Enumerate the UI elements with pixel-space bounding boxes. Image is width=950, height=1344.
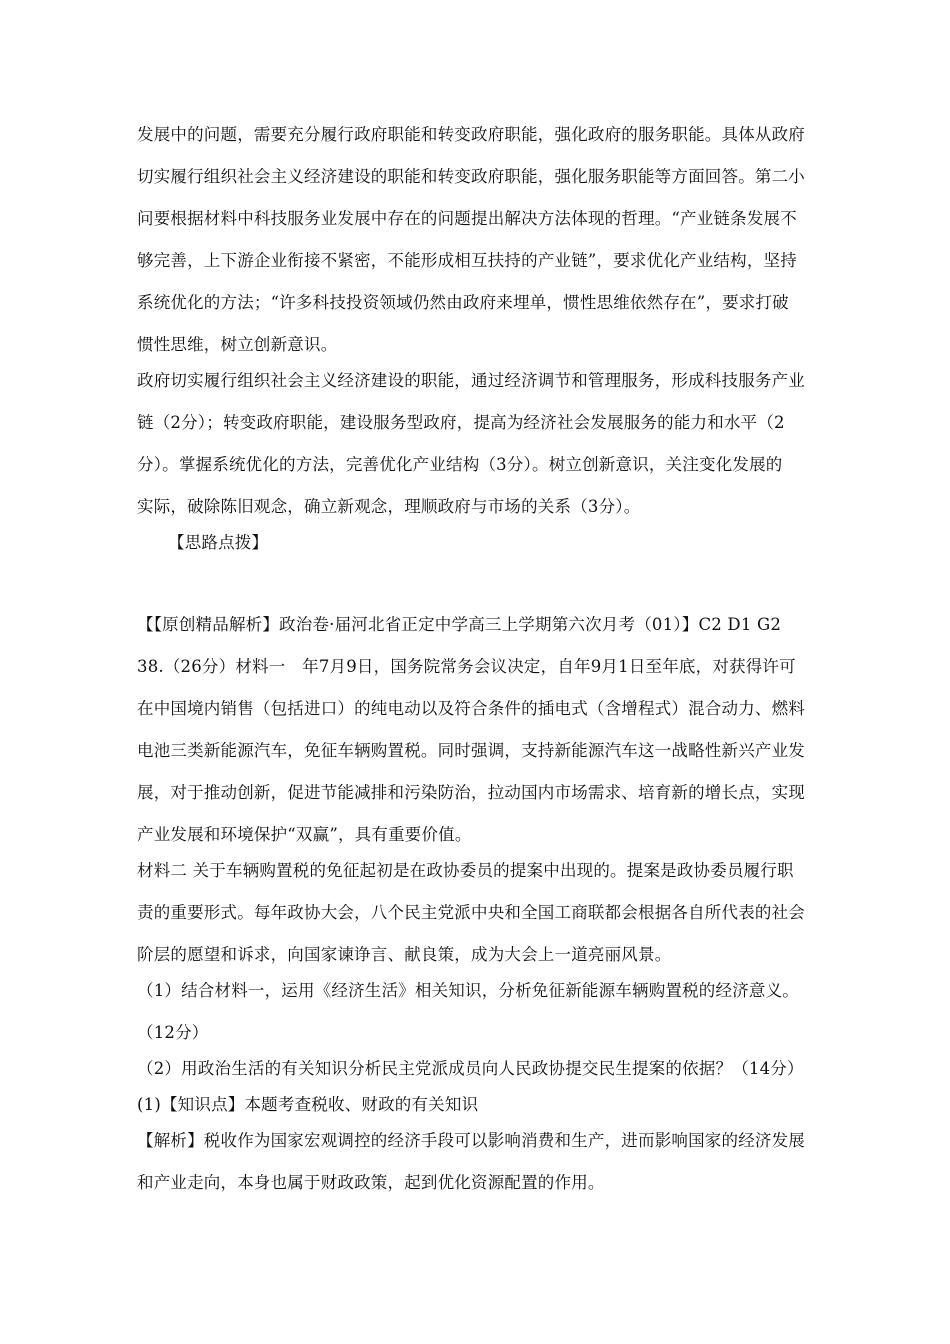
- sub-question-1-score: （12分）: [137, 1023, 209, 1042]
- tip-heading: 【思路点拨】: [168, 533, 269, 552]
- body-text-line: 够完善，上下游企业衔接不紧密，不能形成相互扶持的产业链”，要求优化产业结构，坚持: [137, 251, 797, 270]
- question-source-line: 【【原创精品解析】政治卷·届河北省正定中学高三上学期第六次月考（01）】C2 D1 G2: [137, 615, 782, 634]
- body-text-line: 惯性思维，树立创新意识。: [137, 335, 338, 354]
- answer-text-line: 政府切实履行组织社会主义经济建设的职能，通过经济调节和管理服务，形成科技服务产业: [137, 371, 805, 390]
- answer-text-line: 分）。掌握系统优化的方法，完善优化产业结构（3分）。树立创新意识，关注变化发展的: [137, 455, 783, 474]
- material2-line: 责的重要形式。每年政协大会，八个民主党派中央和全国工商联都会根据各自所代表的社会: [137, 903, 805, 922]
- body-text-line: 发展中的问题，需要充分履行政府职能和转变政府职能，强化政府的服务职能。具体从政府: [137, 125, 805, 144]
- sub-question-1: （1）结合材料一，运用《经济生活》相关知识，分析免征新能源车辆购置税的经济意义。: [137, 981, 799, 1000]
- material1-line: 展，对于推动创新，促进节能减排和污染防治，拉动国内市场需求、培育新的增长点，实现: [137, 783, 805, 802]
- body-text-line: 系统优化的方法；“许多科技投资领域仍然由政府来埋单，惯性思维依然存在”，要求打破: [137, 293, 789, 312]
- body-text-line: 切实履行组织社会主义经济建设的职能和转变政府职能，强化服务职能等方面回答。第二小: [137, 167, 805, 186]
- analysis-line: 【解析】税收作为国家宏观调控的经济手段可以影响消费和生产，进而影响国家的经济发展: [137, 1131, 805, 1150]
- answer-text-line: 链（2分）；转变政府职能，建设服务型政府，提高为经济社会发展服务的能力和水平（2: [137, 413, 785, 432]
- material1-line: 电池三类新能源汽车，免征车辆购置税。同时强调，支持新能源汽车这一战略性新兴产业发: [137, 741, 805, 760]
- knowledge-point-line: (1)【知识点】本题考查税收、财政的有关知识: [137, 1095, 479, 1114]
- sub-question-2: （2）用政治生活的有关知识分析民主党派成员向人民政协提交民生提案的依据？（14分）: [137, 1059, 804, 1078]
- answer-text-line: 实际，破除陈旧观念，确立新观念，理顺政府与市场的关系（3分）。: [137, 497, 641, 516]
- body-text-line: 问要根据材料中科技服务业发展中存在的问题提出解决方法体现的哲理。“产业链条发展不: [137, 209, 797, 228]
- material1-line: 产业发展和环境保护“双赢”，具有重要价值。: [137, 825, 472, 844]
- analysis-line: 和产业走向，本身也属于财政政策，起到优化资源配置的作用。: [137, 1173, 605, 1192]
- material2-line: 阶层的愿望和诉求，向国家谏诤言、献良策，成为大会上一道亮丽风景。: [137, 945, 672, 964]
- material1-line: 38.（26分）材料一 年7月9日，国务院常务会议决定，自年9月1日至年底，对获得许可: [137, 657, 796, 676]
- material2-line: 材料二 关于车辆购置税的免征起初是在政协委员的提案中出现的。提案是政协委员履行职: [137, 861, 794, 880]
- material1-line: 在中国境内销售（包括进口）的纯电动以及符合条件的插电式（含增程式）混合动力、燃料: [137, 699, 805, 718]
